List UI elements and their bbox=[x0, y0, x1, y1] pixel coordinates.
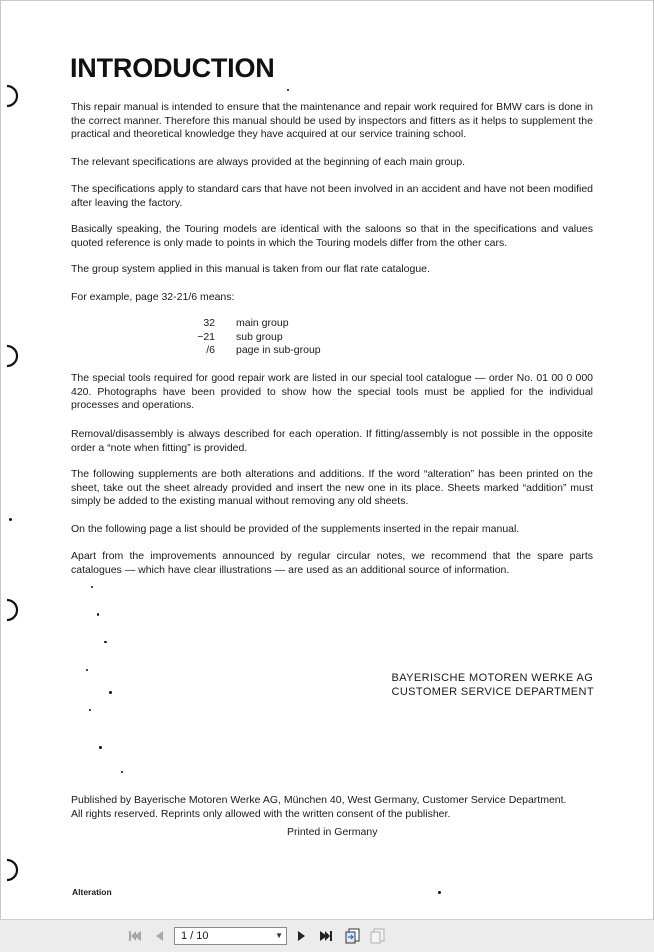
scan-speck bbox=[104, 641, 107, 643]
paragraph-supplements: The following supplements are both alterations and additions. If the word “alteration” has been printed on the sheet, take out the sheet already provided and insert the new one in its place. Sheets marked “addition” must simply be added to the existing manual without removing any old sheets. bbox=[71, 468, 593, 508]
publisher-line: Published by Bayerische Motoren Werke AG, München 40, West Germany, Customer Service Department. bbox=[71, 794, 567, 806]
page-indicator: 1 / 10 bbox=[181, 930, 209, 942]
punch-hole-icon bbox=[3, 597, 21, 623]
example-number: −21 bbox=[197, 330, 215, 343]
fit-page-button[interactable] bbox=[344, 927, 362, 945]
scan-speck bbox=[9, 518, 12, 521]
scan-speck bbox=[97, 613, 99, 616]
signature-department: CUSTOMER SERVICE DEPARTMENT bbox=[391, 686, 594, 698]
printed-in: Printed in Germany bbox=[287, 826, 378, 838]
scan-speck bbox=[89, 709, 91, 711]
rights-line: All rights reserved. Reprints only allowed with the written consent of the publisher. bbox=[71, 807, 451, 820]
paragraph-specifications-scope: The specifications apply to standard cars that have not been involved in an accident and have not been modified after leaving the factory. bbox=[71, 183, 593, 209]
next-page-button[interactable] bbox=[293, 927, 311, 945]
scan-speck bbox=[99, 746, 102, 749]
next-page-icon bbox=[296, 929, 308, 943]
example-number: 32 bbox=[203, 317, 215, 329]
scan-speck bbox=[86, 669, 88, 671]
paragraph-example-intro: For example, page 32-21/6 means: bbox=[71, 291, 235, 303]
scan-speck bbox=[287, 89, 289, 91]
example-row bbox=[191, 331, 321, 345]
fit-width-icon bbox=[370, 928, 386, 944]
scan-speck bbox=[438, 891, 441, 894]
previous-page-button[interactable] bbox=[150, 927, 168, 945]
signature-block bbox=[391, 671, 594, 699]
footer-tag: Alteration bbox=[72, 887, 112, 897]
paragraph-special-tools: The special tools required for good repair work are listed in our special tool catalogue — order No. 01 00 0 000 420. Photographs have been provided to show how the special tools must be applied for the individual processes and operations. bbox=[71, 372, 593, 412]
viewer-toolbar bbox=[0, 919, 654, 952]
example-row bbox=[191, 344, 321, 358]
example-meaning: page in sub-group bbox=[236, 344, 321, 357]
signature-company: BAYERISCHE MOTOREN WERKE AG bbox=[391, 672, 594, 684]
page-number-example bbox=[191, 317, 321, 358]
punch-hole-icon bbox=[3, 343, 21, 369]
paragraph-supplement-list: On the following page a list should be provided of the supplements inserted in the repair manual. bbox=[71, 523, 520, 535]
paragraph-specifications-location: The relevant specifications are always provided at the beginning of each main group. bbox=[71, 156, 465, 168]
previous-page-icon bbox=[153, 929, 165, 943]
scan-speck bbox=[109, 691, 112, 694]
publisher-notice bbox=[71, 794, 611, 821]
example-number: /6 bbox=[206, 344, 215, 357]
page-selector[interactable] bbox=[174, 927, 287, 945]
paragraph-touring-models: Basically speaking, the Touring models are identical with the saloons so that in the specifications and values quoted reference is only made to points in which the Touring models differ from the other cars. bbox=[71, 223, 593, 249]
scan-speck bbox=[121, 771, 123, 773]
paragraph-removal: Removal/disassembly is always described for each operation. If fitting/assembly is not possible in the opposite order a “note when fitting” is provided. bbox=[71, 428, 593, 454]
example-meaning: sub group bbox=[236, 330, 283, 343]
example-meaning: main group bbox=[236, 317, 289, 329]
first-page-button[interactable] bbox=[126, 927, 144, 945]
fit-width-button[interactable] bbox=[369, 927, 387, 945]
example-row bbox=[191, 317, 321, 331]
paragraph-group-system: The group system applied in this manual is taken from our flat rate catalogue. bbox=[71, 263, 430, 275]
chevron-down-icon: ▼ bbox=[275, 931, 283, 940]
paragraph-purpose: This repair manual is intended to ensure that the maintenance and repair work required for BMW cars is done in the correct manner. Therefore this manual should be used by inspectors and fitters as it helps to supplement the practical and theoretical knowledge they have acquired at our service training school. bbox=[71, 101, 593, 141]
punch-hole-icon bbox=[3, 83, 21, 109]
last-page-icon bbox=[319, 929, 333, 943]
punch-hole-icon bbox=[3, 857, 21, 883]
paragraph-spare-parts: Apart from the improvements announced by regular circular notes, we recommend that the spare parts catalogues — which have clear illustrations — are used as an additional source of information. bbox=[71, 550, 593, 576]
last-page-button[interactable] bbox=[317, 927, 335, 945]
first-page-icon bbox=[128, 929, 142, 943]
fit-page-icon bbox=[345, 928, 361, 944]
scan-speck bbox=[91, 586, 93, 588]
page-title: INTRODUCTION bbox=[70, 53, 275, 83]
